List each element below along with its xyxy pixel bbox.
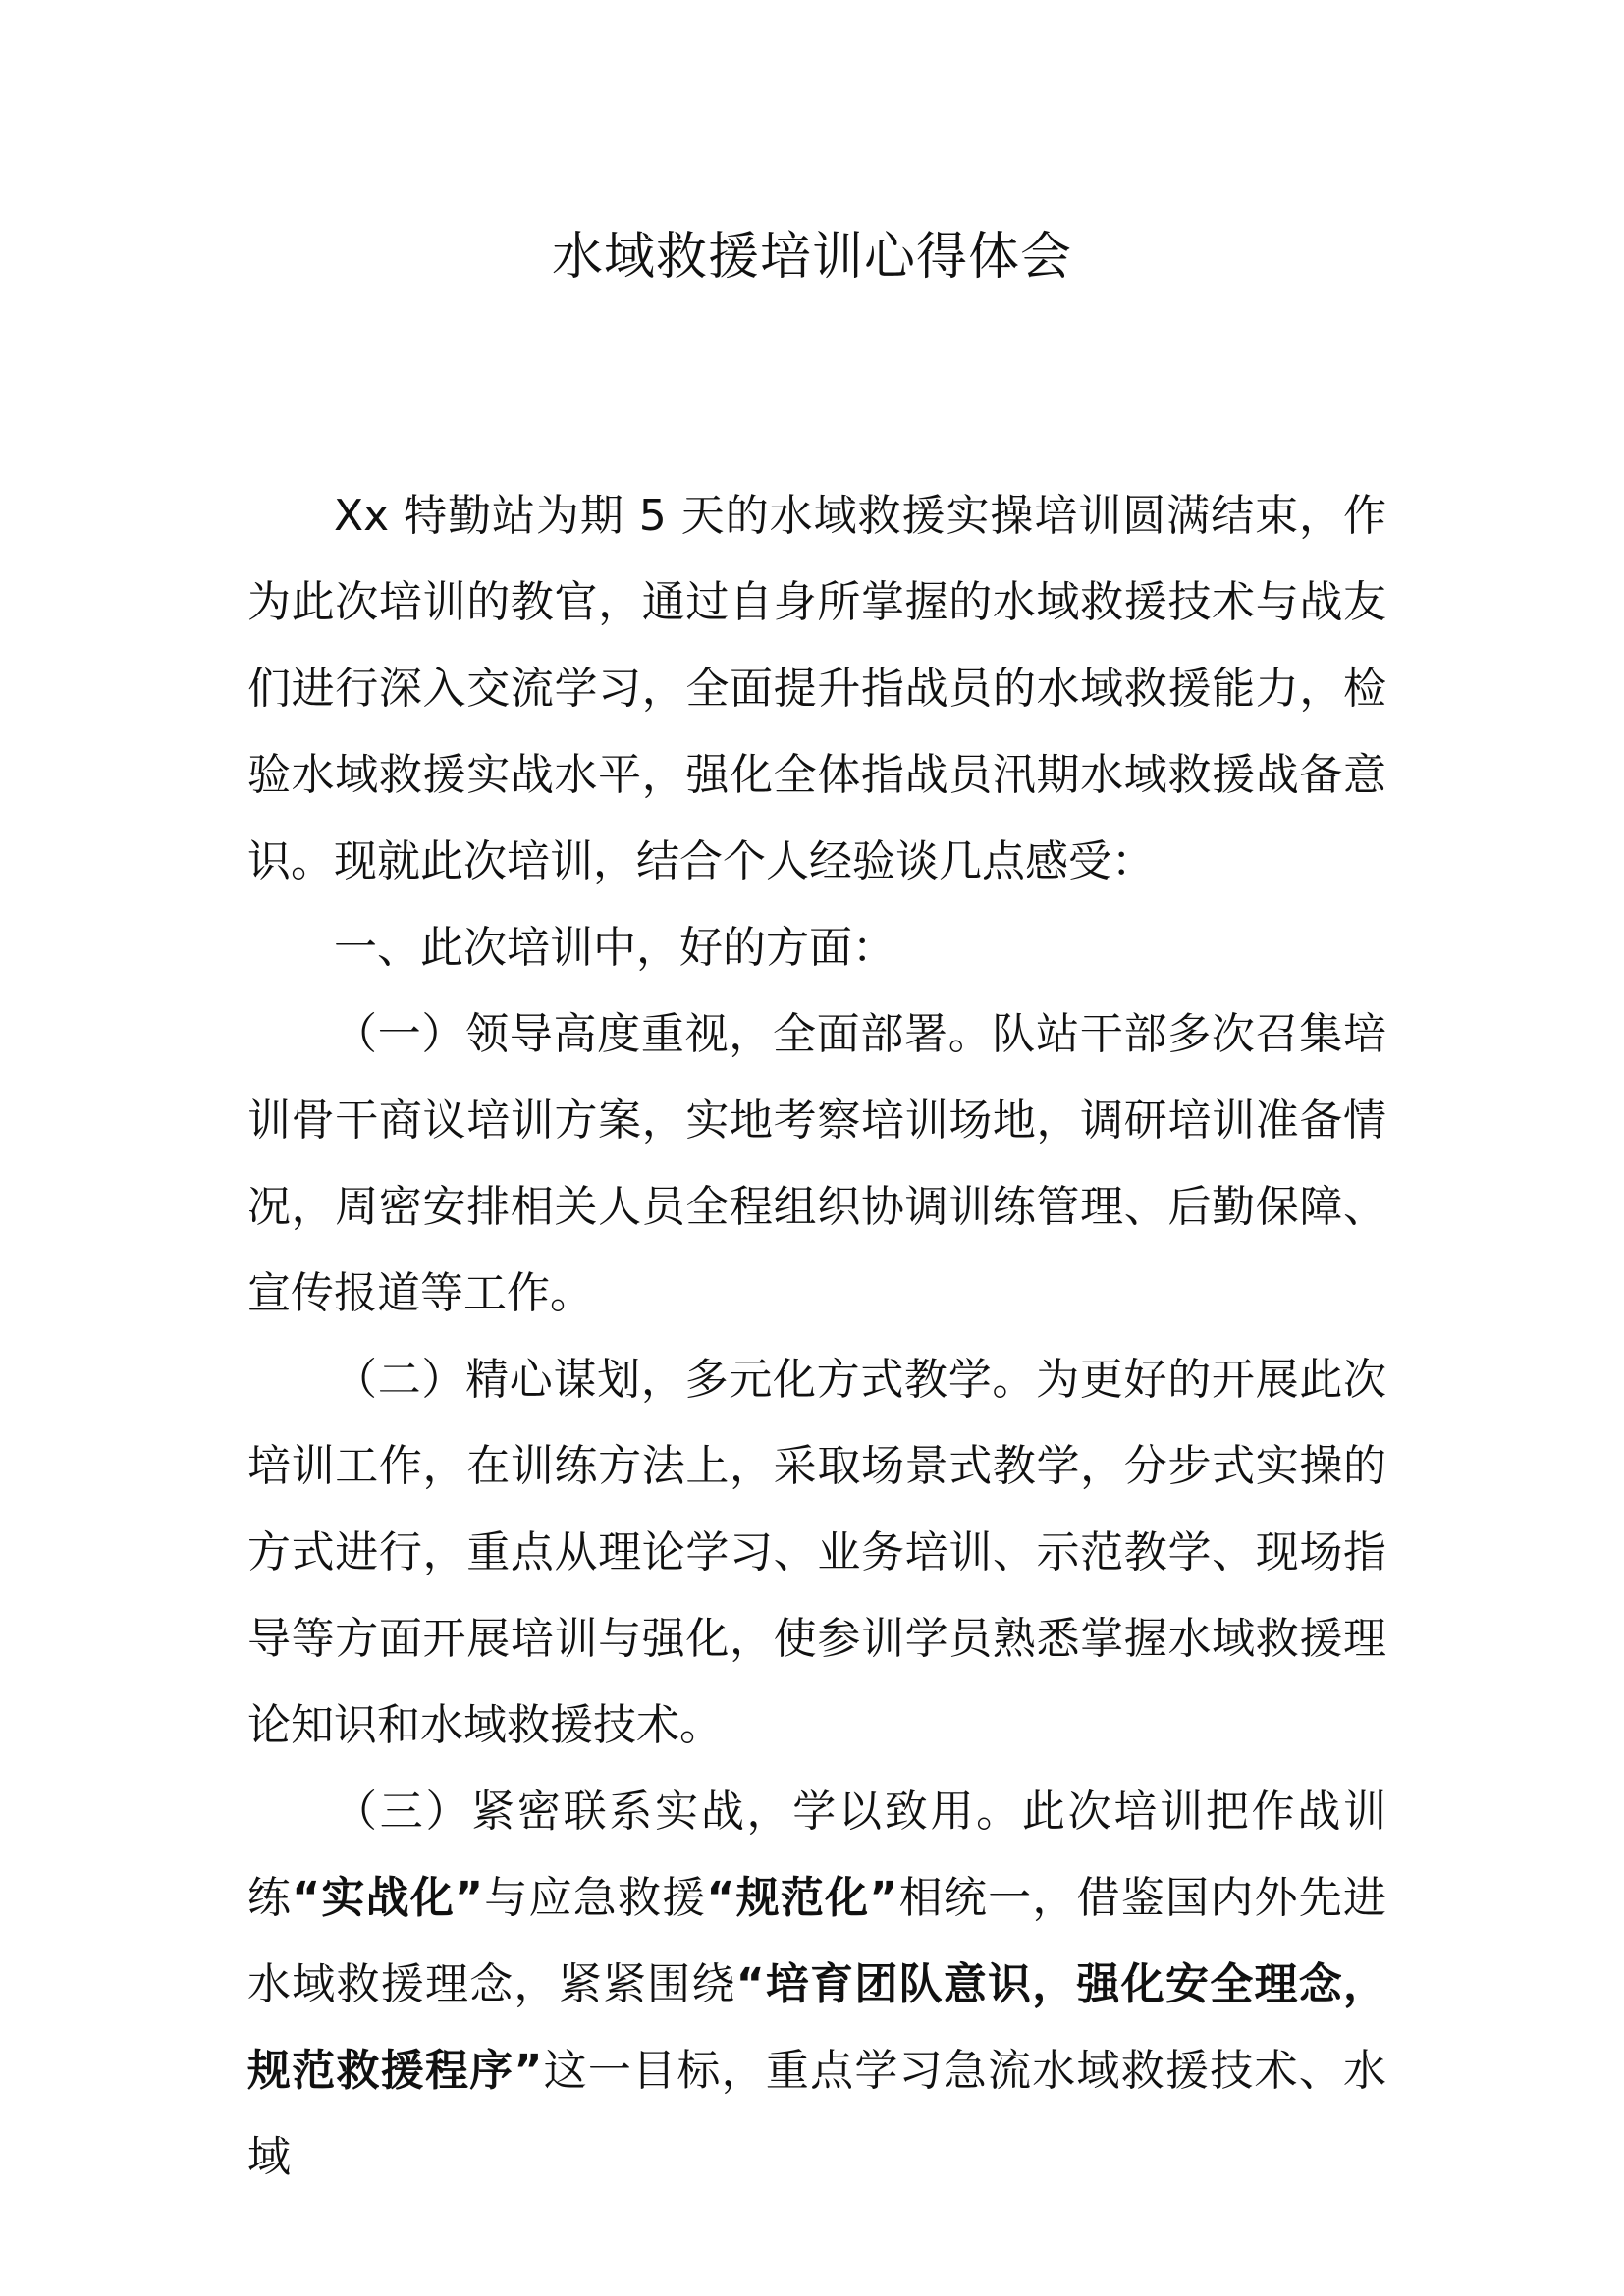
point-3-text-c: 相统一，借鉴国内外先进水域救援理念，紧紧围绕	[247, 1873, 1387, 2009]
point-3-text-d: 这一目标，重点学习急流水域救援技术、水域	[247, 2046, 1387, 2182]
paragraph-point-1: （一）领导高度重视，全面部署。队站干部多次召集培训骨干商议培训方案，实地考察培训场地，调研培训准备情况，周密安排相关人员全程组织协调训练管理、后勤保障、宣传报道等工作。	[247, 1009, 1386, 1318]
paragraph-point-2: （二）精心谋划，多元化方式教学。为更好的开展此次培训工作，在训练方法上，采取场景式教学，分步式实操的方式进行，重点从理论学习、业务培训、示范教学、现场指导等方面开展培训与强化，使参训学员熟悉掌握水域救援理论知识和水域救援技术。	[247, 1355, 1386, 1750]
point-3-text-a: （三）紧密联系实战，学以致用。此次培训把作战训练	[247, 1787, 1386, 1923]
point-3-emphasis-standard: “规范化”	[706, 1873, 898, 1923]
document-title: 水域救援培训心得体会	[551, 228, 1072, 287]
section-heading-positives: 一、此次培训中，好的方面：	[334, 923, 895, 973]
point-3-emphasis-goal: “培育团队意识，强化安全理念，规范救援程序”	[247, 1959, 1387, 2096]
document-body	[247, 473, 1386, 2201]
paragraph-intro: Xx 特勤站为期 5 天的水域救援实操培训圆满结束，作为此次培训的教官，通过自身所掌握的水域救援技术与战友们进行深入交流学习，全面提升指战员的水域救援能力，检验水域救援实战水平，强化全体指战员汛期水域救援战备意识。现就此次培训，结合个人经验谈几点感受：	[247, 491, 1386, 886]
point-3-emphasis-practical: “实战化”	[292, 1873, 484, 1923]
paragraph-point-3	[247, 1769, 1386, 2201]
point-3-text-b: 与应急救援	[483, 1873, 707, 1923]
